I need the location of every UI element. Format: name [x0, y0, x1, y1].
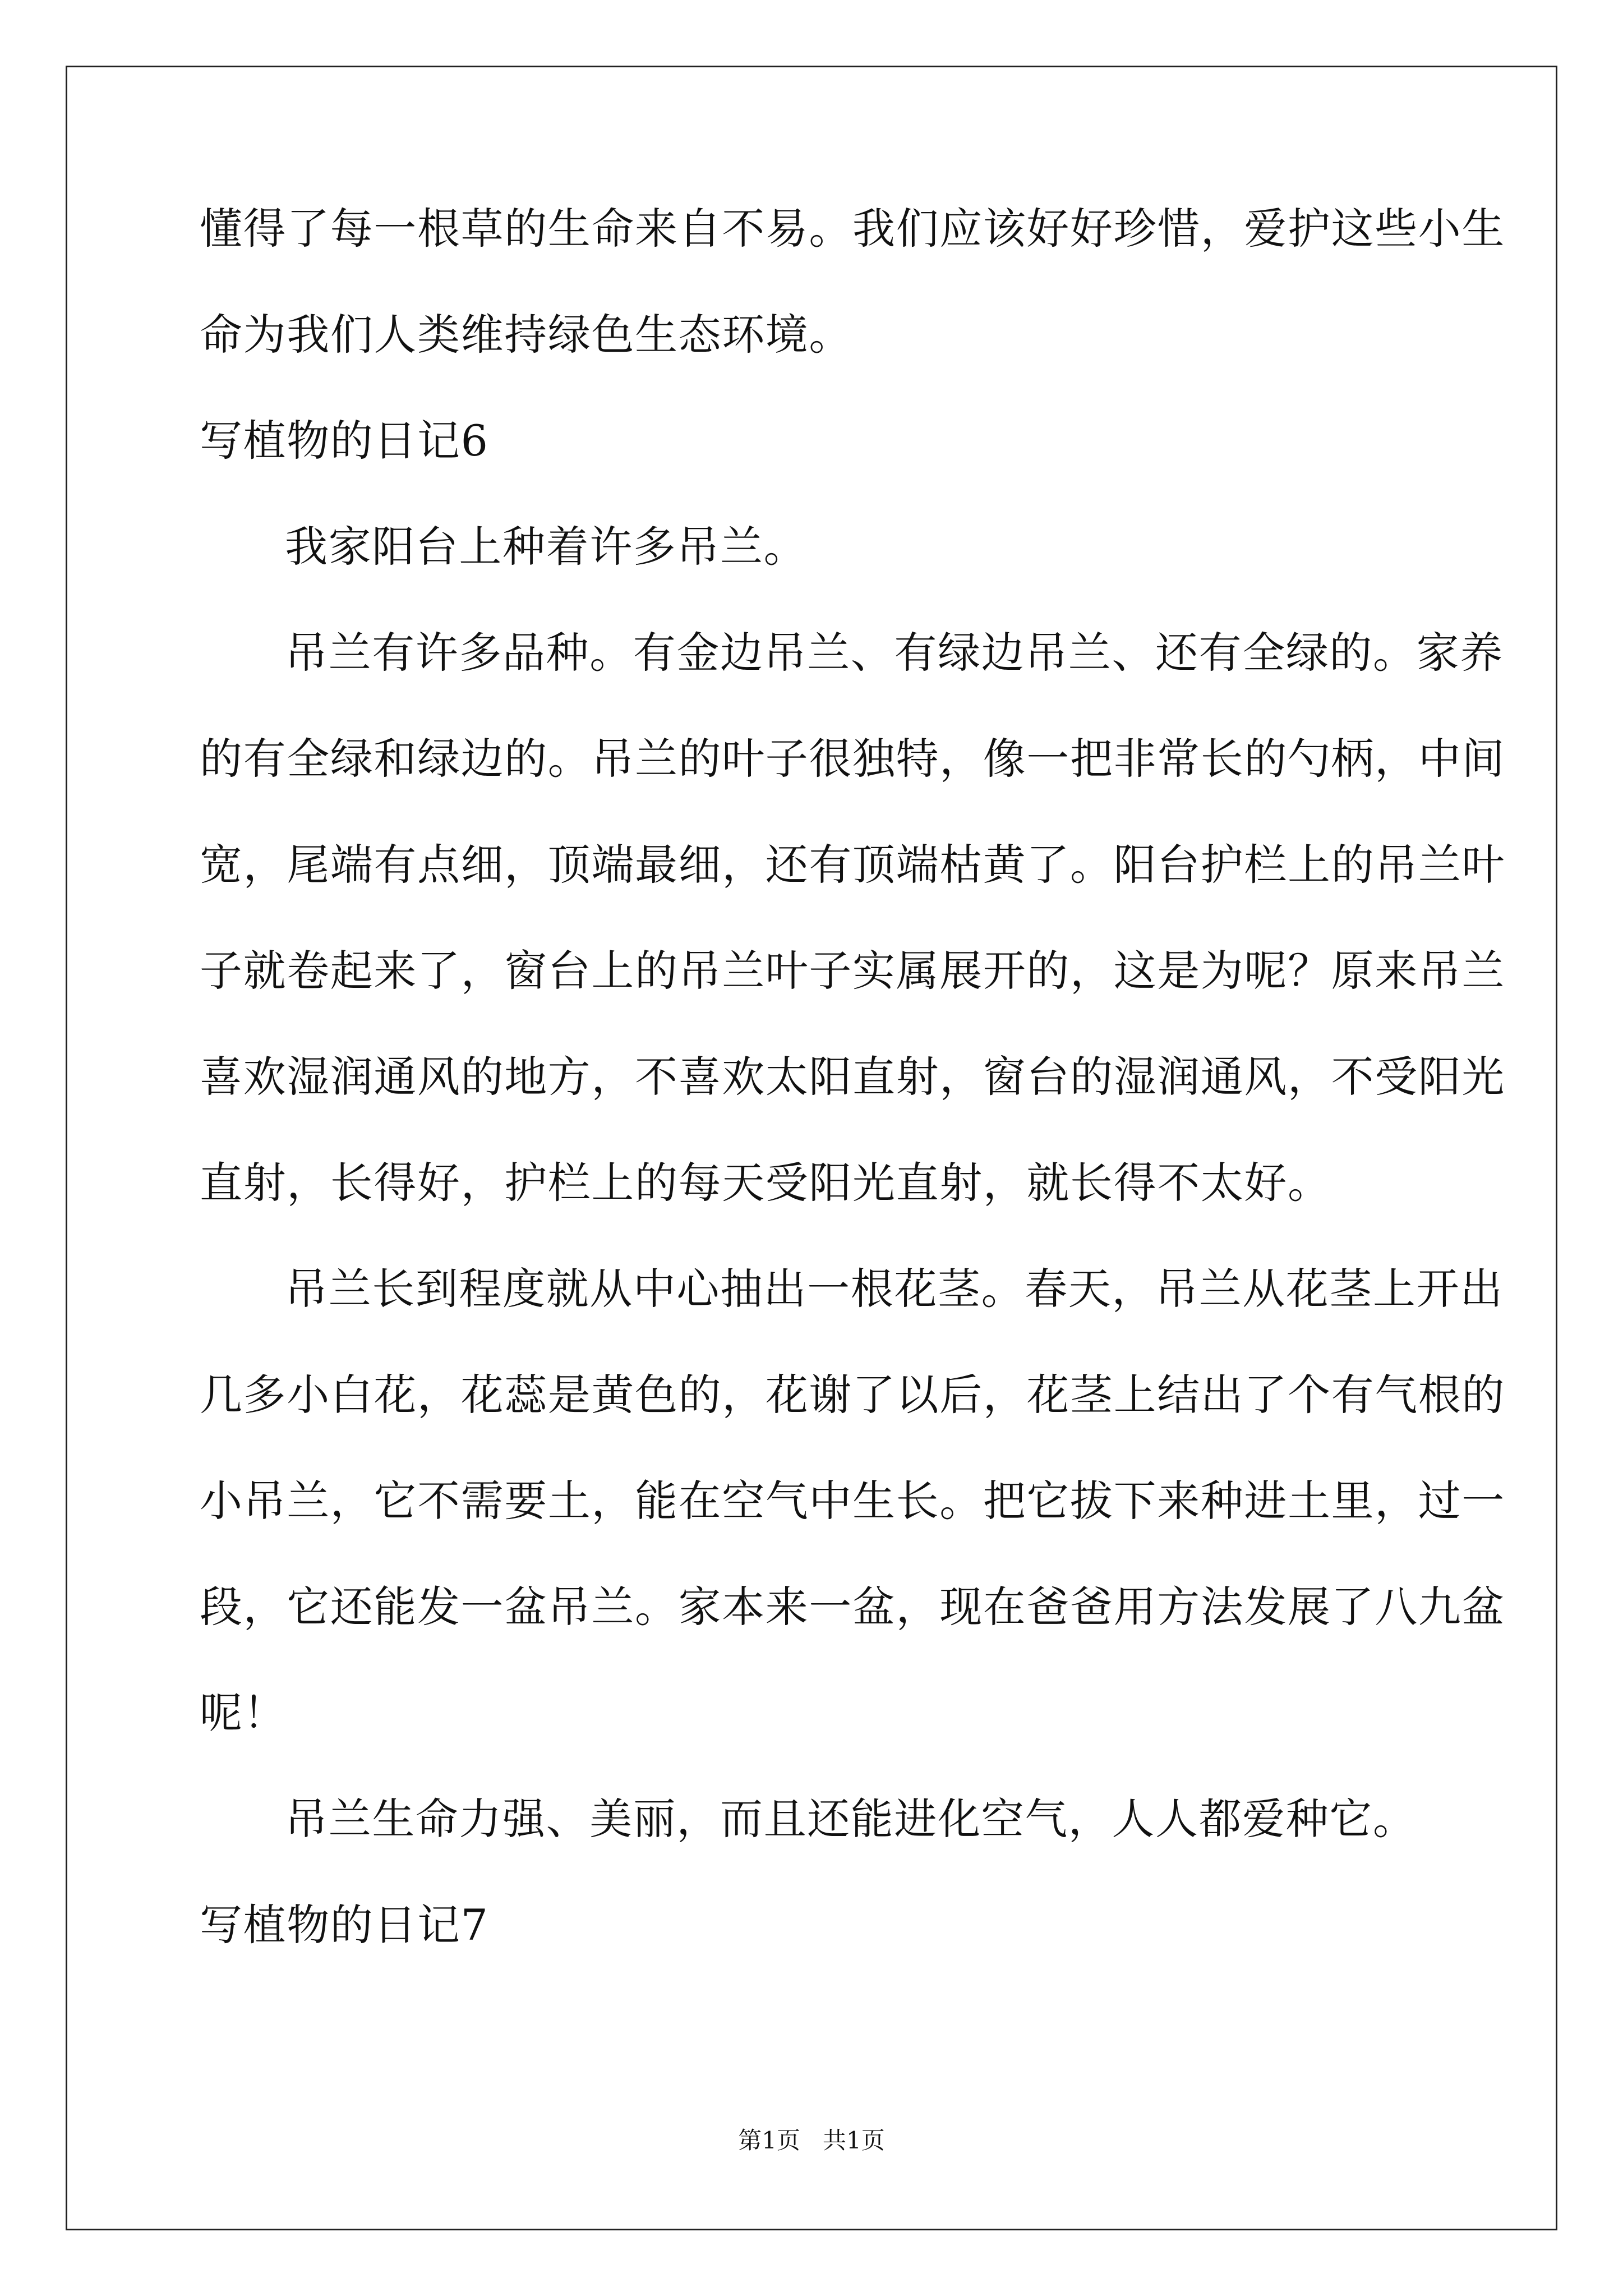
section-heading: 写植物的日记7 [200, 1900, 489, 1950]
document-body [200, 204, 1505, 2010]
paragraph-line: 懂得了每一根草的生命来自不易。我们应该好好珍惜，爱护这些小生 [200, 204, 1505, 254]
paragraph-line: 喜欢湿润通风的地方，不喜欢太阳直射，窗台的湿润通风，不受阳光 [200, 1052, 1505, 1102]
paragraph-line: 呢！ [200, 1688, 287, 1738]
paragraph-line: 我家阳台上种着许多吊兰。 [285, 522, 808, 572]
paragraph-line: 小吊兰，它不需要土，能在空气中生长。把它拔下来种进土里，过一 [200, 1476, 1505, 1526]
paragraph-line: 直射，长得好，护栏上的每天受阳光直射，就长得不太好。 [200, 1158, 1331, 1208]
paragraph-line: 宽，尾端有点细，顶端最细，还有顶端枯黄了。阳台护栏上的吊兰叶 [200, 840, 1505, 890]
paragraph-line: 几多小白花，花蕊是黄色的，花谢了以后，花茎上结出了个有气根的 [200, 1370, 1505, 1420]
paragraph-line: 吊兰长到程度就从中心抽出一根花茎。春天，吊兰从花茎上开出 [285, 1264, 1504, 1314]
paragraph-line: 吊兰生命力强、美丽，而且还能进化空气，人人都爱种它。 [285, 1794, 1417, 1844]
paragraph-line: 的有全绿和绿边的。吊兰的叶子很独特，像一把非常长的勺柄，中间 [200, 734, 1505, 784]
paragraph-line: 段，它还能发一盆吊兰。家本来一盆，现在爸爸用方法发展了八九盆 [200, 1582, 1505, 1632]
page-footer: 第1页 共1页 [738, 2127, 885, 2154]
paragraph-line: 吊兰有许多品种。有金边吊兰、有绿边吊兰、还有全绿的。家养 [285, 628, 1504, 678]
section-heading: 写植物的日记6 [200, 416, 489, 466]
paragraph-line: 子就卷起来了，窗台上的吊兰叶子实属展开的，这是为呢？原来吊兰 [200, 946, 1505, 996]
paragraph-line: 命为我们人类维持绿色生态环境。 [200, 310, 852, 360]
